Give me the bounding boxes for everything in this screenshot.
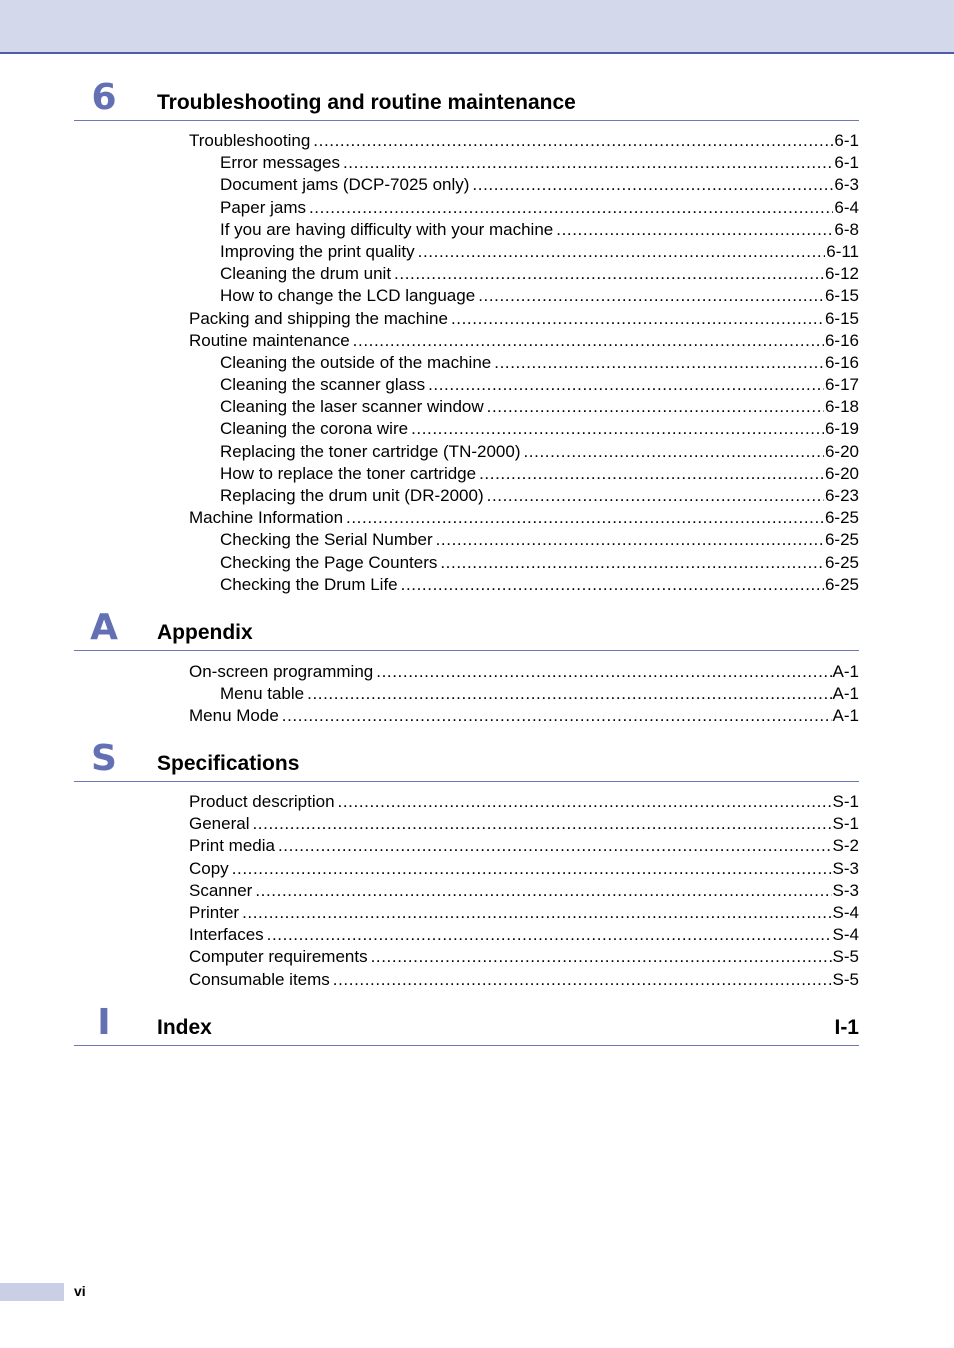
dot-leader [436, 529, 824, 551]
dot-leader [376, 661, 831, 683]
toc-entry-page: 6-11 [826, 241, 859, 261]
toc-list [74, 791, 859, 991]
toc-entry[interactable] [189, 924, 859, 946]
chapter-title[interactable]: Appendix [157, 621, 253, 644]
dot-leader [307, 683, 831, 705]
dot-leader [242, 902, 831, 924]
toc-entry-page: S-4 [832, 902, 859, 922]
chapter-section-6 [74, 78, 859, 596]
toc-entry-label: Cleaning the scanner glass [220, 375, 426, 395]
toc-entry-page: 6-25 [824, 552, 859, 572]
toc-entry-page: 6-20 [824, 463, 859, 483]
toc-entry[interactable] [220, 418, 859, 440]
toc-entry-page: S-5 [832, 947, 859, 967]
toc-entry-page: 6-4 [834, 197, 859, 217]
chapter-section-index [74, 1003, 859, 1046]
toc-entry[interactable] [220, 241, 859, 263]
dot-leader [346, 507, 824, 529]
dot-leader [371, 946, 832, 968]
toc-entry[interactable] [220, 574, 859, 596]
dot-leader [255, 880, 831, 902]
dot-leader [353, 330, 824, 352]
toc-entry-label: Interfaces [189, 925, 264, 945]
toc-entry-page: S-4 [832, 925, 859, 945]
toc-entry[interactable] [189, 791, 859, 813]
toc-entry-page: 6-1 [834, 153, 859, 173]
dot-leader [282, 705, 832, 727]
toc-entry[interactable] [220, 352, 859, 374]
toc-entry-label: Consumable items [189, 969, 330, 989]
toc-entry[interactable] [220, 197, 859, 219]
dot-leader [478, 285, 824, 307]
chapter-number: I [97, 1002, 111, 1043]
toc-entry-label: Troubleshooting [189, 131, 311, 150]
toc-entry[interactable] [189, 902, 859, 924]
toc-entry[interactable] [189, 308, 859, 330]
chapter-heading [74, 608, 859, 651]
toc-entry-label: Cleaning the laser scanner window [220, 397, 484, 417]
toc-entry-label: Checking the Serial Number [220, 530, 433, 550]
chapter-title[interactable]: Specifications [157, 752, 300, 775]
toc-entry-label: How to replace the toner cartridge [220, 463, 477, 483]
dot-leader [394, 263, 824, 285]
toc-entry-page: S-3 [832, 880, 859, 900]
toc-entry-page: 6-23 [824, 486, 859, 505]
chapter-heading [74, 1003, 859, 1046]
toc-entry-page: 6-8 [834, 219, 859, 239]
dot-leader [418, 241, 826, 263]
toc-entry-page: S-2 [832, 836, 859, 856]
dot-leader [333, 969, 832, 991]
dot-leader [278, 835, 832, 857]
toc-entry-label: Copy [189, 858, 229, 878]
toc-entry[interactable] [189, 507, 859, 529]
toc-entry-page: 6-15 [824, 286, 859, 306]
chapter-number: A [90, 607, 118, 648]
toc-entry-label: Menu Mode [189, 706, 279, 726]
toc-entry-label: If you are having difficulty with your machine [220, 219, 554, 239]
toc-entry[interactable] [220, 263, 859, 285]
dot-leader [494, 352, 824, 374]
toc-entry[interactable] [189, 813, 859, 835]
toc-entry[interactable] [189, 130, 859, 152]
chapter-heading [74, 739, 859, 782]
dot-leader [472, 174, 833, 196]
toc-list [74, 130, 859, 596]
toc-entry-page: 6-19 [824, 419, 859, 439]
toc-entry[interactable] [189, 705, 859, 727]
toc-entry[interactable] [220, 285, 859, 307]
toc-entry[interactable] [220, 219, 859, 241]
toc-entry-page: S-1 [832, 814, 859, 834]
chapter-section-a [74, 608, 859, 728]
toc-entry-label: Menu table [220, 684, 305, 704]
toc-entry[interactable] [220, 529, 859, 551]
toc-entry-page: 6-18 [824, 397, 859, 417]
toc-entry-page: A-1 [832, 706, 859, 726]
toc-entry[interactable] [189, 330, 859, 352]
toc-entry-label: Printer [189, 902, 240, 922]
dot-leader [267, 924, 832, 946]
toc-entry-label: Computer requirements [189, 947, 368, 967]
toc-entry[interactable] [189, 835, 859, 857]
header-band [0, 0, 954, 54]
dot-leader [401, 574, 824, 596]
dot-leader [523, 441, 823, 463]
toc-entry[interactable] [220, 174, 859, 196]
toc-entry[interactable] [220, 552, 859, 574]
dot-leader [428, 374, 824, 396]
toc-entry-label: Checking the Drum Life [220, 574, 398, 594]
toc-entry[interactable] [220, 485, 859, 507]
chapter-page-number: I-1 [834, 1016, 859, 1039]
footer-band [0, 1283, 64, 1301]
dot-leader [411, 418, 824, 440]
dot-leader [479, 463, 824, 485]
toc-list [74, 661, 859, 728]
toc-entry[interactable] [220, 683, 859, 705]
toc-entry-page: 6-15 [824, 308, 859, 328]
toc-entry-page: 6-25 [824, 574, 859, 594]
toc-entry-label: General [189, 814, 250, 834]
toc-entry-page: 6-16 [824, 330, 859, 350]
toc-entry-page: 6-12 [824, 264, 859, 284]
dot-leader [343, 152, 833, 174]
chapter-section-s [74, 739, 859, 991]
toc-entry-label: Replacing the drum unit (DR-2000) [220, 486, 484, 505]
toc-entry-label: Replacing the toner cartridge (TN-2000) [220, 441, 521, 461]
chapter-number: 6 [91, 77, 117, 118]
dot-leader [440, 552, 824, 574]
toc-entry[interactable] [189, 946, 859, 968]
toc-entry-label: Machine Information [189, 508, 344, 528]
toc-entry-label: Print media [189, 836, 275, 856]
toc-entry-label: Error messages [220, 153, 340, 173]
toc-entry-label: Product description [189, 792, 335, 811]
toc-entry-label: Cleaning the corona wire [220, 419, 409, 439]
toc-entry[interactable] [220, 374, 859, 396]
toc-entry-page: S-3 [832, 858, 859, 878]
toc-entry-page: 6-20 [824, 441, 859, 461]
toc-entry-label: Checking the Page Counters [220, 552, 438, 572]
toc-entry-label: On-screen programming [189, 662, 374, 681]
toc-entry[interactable] [220, 396, 859, 418]
toc-entry[interactable] [220, 152, 859, 174]
dot-leader [338, 791, 832, 813]
toc-entry-page: 6-3 [834, 175, 859, 195]
toc-entry-label: Cleaning the drum unit [220, 264, 392, 284]
dot-leader [252, 813, 831, 835]
page-number: vi [74, 1283, 86, 1299]
toc-entry-page: S-5 [832, 969, 859, 989]
toc-entry[interactable] [189, 969, 859, 991]
toc-entry-page: 6-25 [824, 530, 859, 550]
toc-entry[interactable] [189, 880, 859, 902]
toc-entry-page: 6-17 [824, 375, 859, 395]
toc-entry-label: Paper jams [220, 197, 306, 217]
chapter-title[interactable]: Troubleshooting and routine maintenance [157, 91, 576, 114]
toc-entry-page: A-1 [832, 662, 859, 681]
dot-leader [487, 485, 824, 507]
toc-entry-page: A-1 [832, 684, 859, 704]
toc-entry-label: Document jams (DCP-7025 only) [220, 175, 470, 195]
toc-entry[interactable] [189, 858, 859, 880]
toc-entry-label: Packing and shipping the machine [189, 308, 448, 328]
toc-entry-page: 6-25 [824, 508, 859, 528]
toc-entry-page: 6-1 [834, 131, 859, 150]
toc-entry[interactable] [220, 441, 859, 463]
dot-leader [232, 858, 832, 880]
dot-leader [309, 197, 833, 219]
toc-entry-label: How to change the LCD language [220, 286, 476, 306]
dot-leader [313, 130, 833, 152]
dot-leader [487, 396, 824, 418]
chapter-heading [74, 78, 859, 121]
chapter-title[interactable]: Index [157, 1016, 212, 1039]
toc-entry-label: Scanner [189, 880, 253, 900]
toc-entry-page: 6-16 [824, 352, 859, 372]
dot-leader [556, 219, 833, 241]
toc-entry-label: Improving the print quality [220, 241, 415, 261]
dot-leader [451, 308, 824, 330]
toc-entry-label: Routine maintenance [189, 330, 350, 350]
toc-entry-label: Cleaning the outside of the machine [220, 352, 492, 372]
chapter-number: S [91, 738, 117, 779]
toc-entry[interactable] [189, 661, 859, 683]
toc-entry-page: S-1 [832, 792, 859, 811]
toc-entry[interactable] [220, 463, 859, 485]
